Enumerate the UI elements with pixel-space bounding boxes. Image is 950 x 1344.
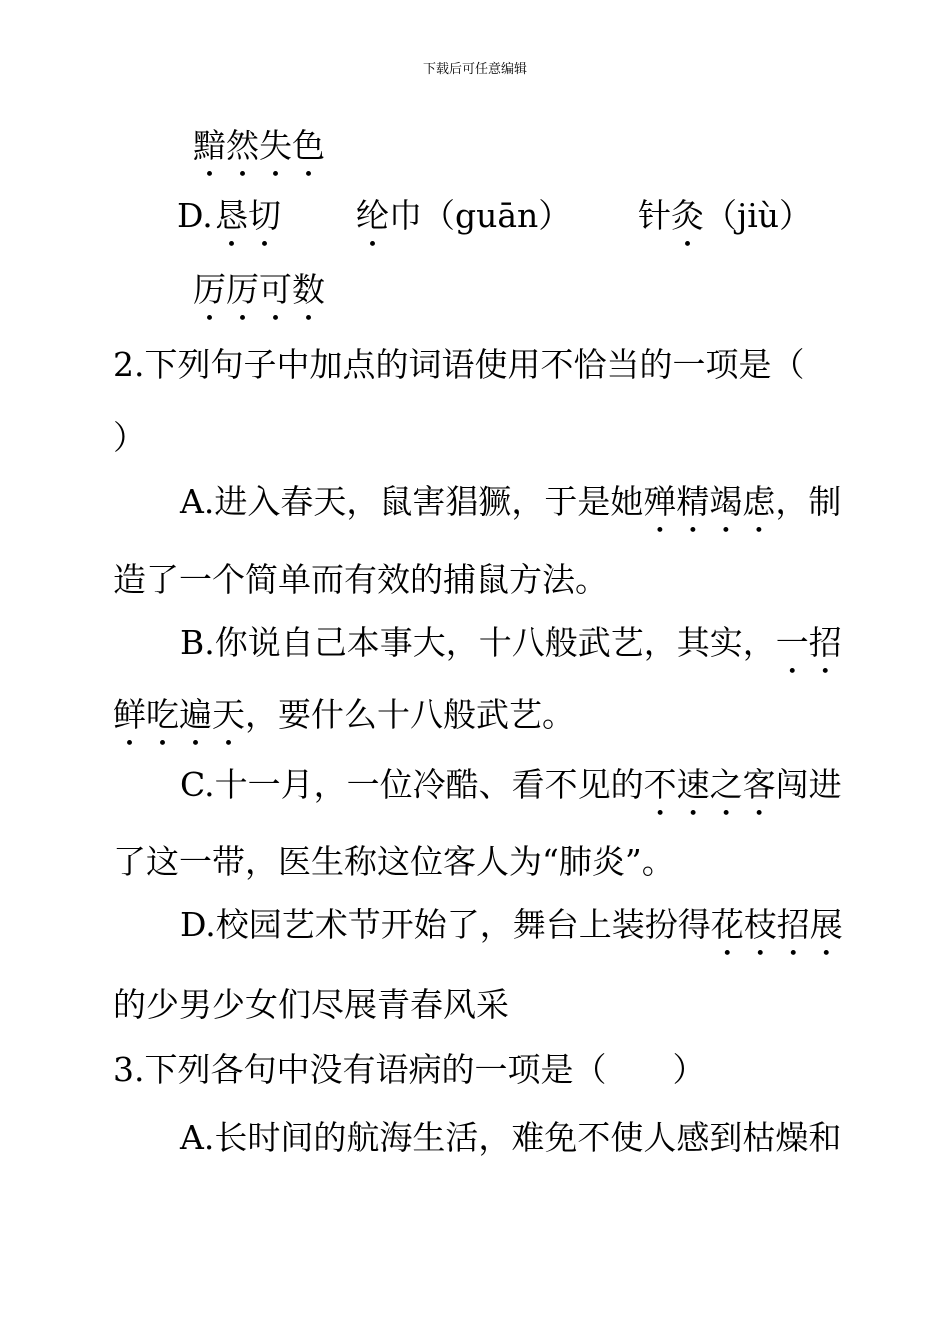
word-pinyin: [638, 196, 812, 255]
q2-option-b: [180, 623, 842, 682]
emphasized-text: 鲜吃遍天: [113, 695, 245, 734]
q3-option-a: A.长时间的航海生活，难免不使人感到枯燥和: [180, 1118, 842, 1157]
plain-text: A.进入春天，鼠害猖獗，于是她: [180, 482, 644, 521]
plain-char: 针: [638, 196, 671, 235]
q3-stem: 3.下列各句中没有语病的一项是（ ）: [113, 1050, 706, 1089]
pinyin-text: 巾（guān）: [389, 196, 572, 235]
pinyin-text: （jiù）: [704, 196, 813, 235]
page-header: 下载后可任意编辑: [422, 62, 527, 77]
emphasized-text: 殚精竭虑: [643, 482, 776, 521]
plain-text: ，要什么十八般武艺。: [245, 695, 575, 734]
q2-option-c-continuation: 了这一带，医生称这位客人为“肺炎”。: [113, 842, 675, 881]
q2-stem-close: ）: [113, 418, 146, 457]
q2-stem: 2.下列句子中加点的词语使用不恰当的一项是（: [113, 345, 805, 384]
plain-text: C.十一月，一位冷酷、看不见的: [180, 765, 644, 804]
emphasized-char: 纶: [356, 196, 389, 235]
plain-text: ，制: [775, 482, 842, 521]
emphasized-text: 花枝招展: [710, 905, 843, 944]
plain-text: B.你说自己本事大，十八般武艺，其实，: [180, 623, 776, 662]
q1-option-d: [0, 196, 950, 236]
q2-option-d-continuation: 的少男少女们尽展青春风采: [113, 985, 509, 1024]
q2-option-d: [180, 905, 843, 964]
q2-option-c: [180, 765, 842, 824]
q1-option-d-continuation: [193, 270, 325, 329]
emphasized-text: 恳切: [215, 196, 281, 235]
q2-option-a: [180, 482, 841, 541]
emphasized-text: 厉厉可数: [193, 270, 325, 309]
q1-option-c-continuation: [193, 126, 325, 185]
emphasized-text: 一招: [775, 623, 842, 662]
emphasized-char: 灸: [671, 196, 704, 235]
q2-option-b-continuation: [113, 695, 575, 754]
word-pinyin: [356, 196, 571, 255]
emphasized-text: 不速之客: [643, 765, 776, 804]
plain-text: D.校园艺术节开始了，舞台上装扮得: [180, 905, 711, 944]
option-label: D.: [177, 196, 213, 235]
emphasized-text: 黯然失色: [193, 126, 325, 165]
plain-text: 闯进: [775, 765, 842, 804]
q2-option-a-continuation: 造了一个简单而有效的捕鼠方法。: [113, 560, 608, 599]
